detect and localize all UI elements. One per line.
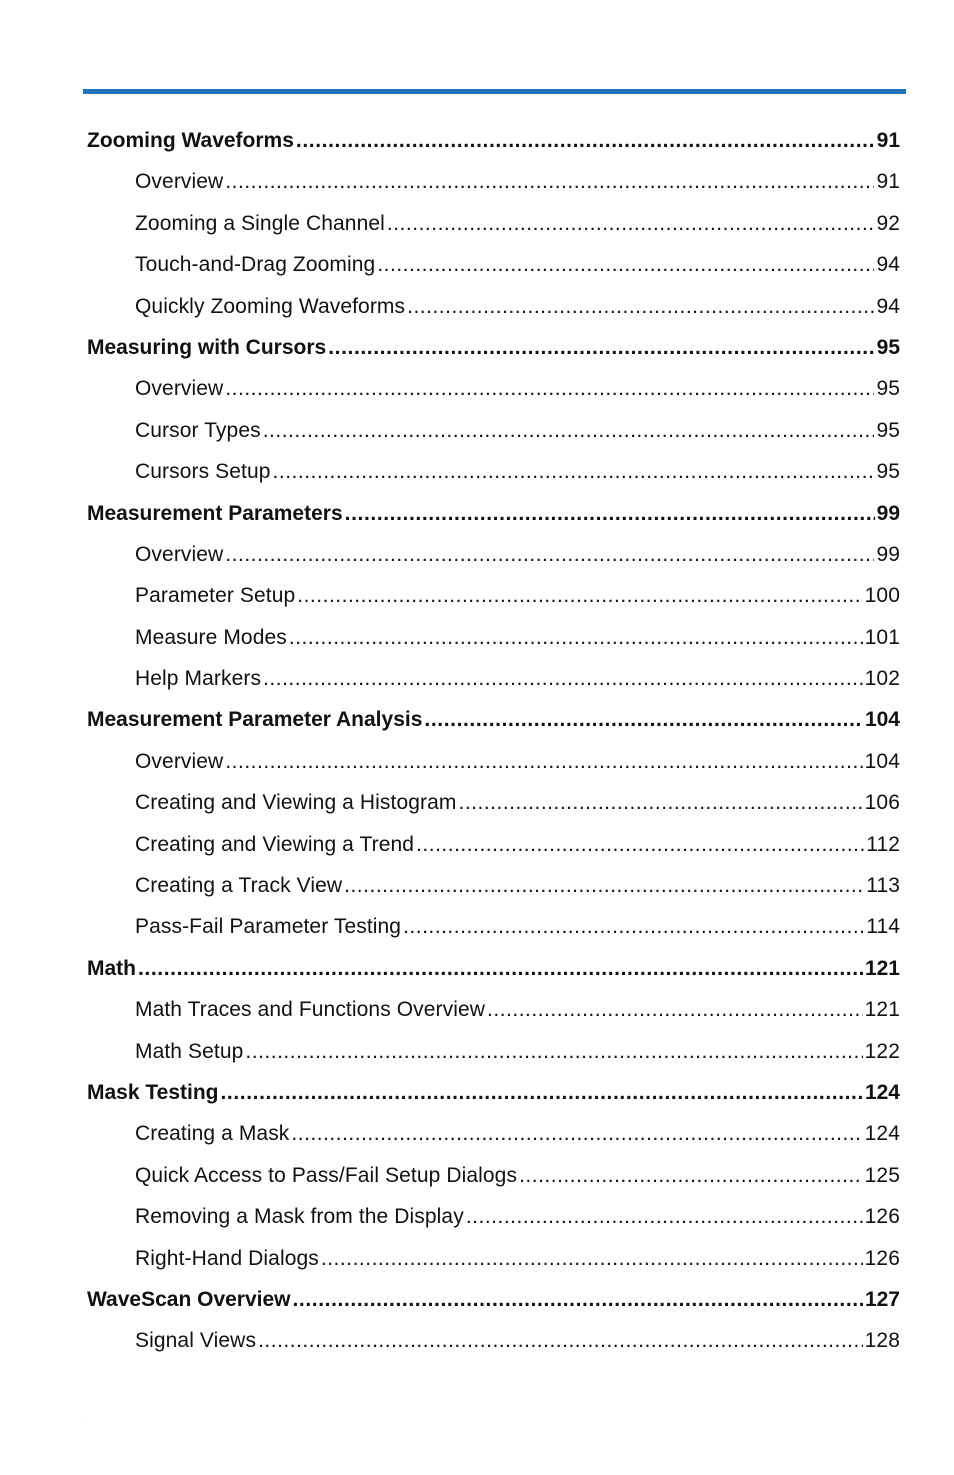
dot-leader (487, 989, 863, 1030)
toc-subsection-entry[interactable] (87, 865, 900, 906)
dot-leader (296, 120, 875, 161)
toc-entry-title: Overview (135, 542, 224, 566)
toc-entry-page-number: 91 (876, 170, 900, 194)
toc-entry-title: Quick Access to Pass/Fail Setup Dialogs (135, 1163, 518, 1187)
toc-entry-title: Zooming a Single Channel (135, 211, 385, 235)
toc-subsection-entry[interactable] (87, 1113, 900, 1154)
toc-entry-page-number: 101 (864, 625, 900, 649)
toc-entry-title: Removing a Mask from the Display (135, 1205, 464, 1229)
toc-entry-title: Cursors Setup (135, 460, 271, 484)
toc-section-entry[interactable] (87, 948, 900, 989)
toc-subsection-entry[interactable] (87, 906, 900, 947)
toc-entry-page-number: 124 (864, 1122, 900, 1146)
toc-entry-title: WaveScan Overview (87, 1287, 291, 1311)
toc-subsection-entry[interactable] (87, 244, 900, 285)
dot-leader (263, 410, 875, 451)
toc-section-entry[interactable] (87, 493, 900, 534)
toc-entry-title: Cursor Types (135, 418, 261, 442)
toc-subsection-entry[interactable] (87, 1238, 900, 1279)
dot-leader (403, 906, 864, 947)
dot-leader (407, 286, 874, 327)
toc-entry-page-number: 112 (866, 832, 900, 856)
toc-entry-page-number: 126 (864, 1246, 900, 1270)
toc-section-entry[interactable] (87, 699, 900, 740)
dot-leader (225, 534, 874, 575)
dot-leader (293, 1279, 863, 1320)
toc-subsection-entry[interactable] (87, 451, 900, 492)
toc-section-entry[interactable] (87, 1279, 900, 1320)
toc-entry-page-number: 106 (864, 791, 900, 815)
toc-subsection-entry[interactable] (87, 658, 900, 699)
toc-entry-page-number: 92 (876, 211, 900, 235)
toc-entry-title: Math Traces and Functions Overview (135, 998, 486, 1022)
toc-subsection-entry[interactable] (87, 782, 900, 823)
toc-entry-title: Help Markers (135, 667, 262, 691)
toc-entry-title: Overview (135, 170, 224, 194)
toc-entry-title: Touch-and-Drag Zooming (135, 253, 376, 277)
toc-entry-page-number: 114 (866, 915, 900, 939)
toc-section-entry[interactable] (87, 120, 900, 161)
dot-leader (328, 327, 874, 368)
toc-section-entry[interactable] (87, 327, 900, 368)
toc-entry-page-number: 121 (864, 998, 900, 1022)
toc-entry-title: Measurement Parameter Analysis (87, 708, 423, 732)
dot-leader (138, 948, 863, 989)
toc-entry-title: Creating a Track View (135, 874, 343, 898)
toc-entry-page-number: 122 (864, 1039, 900, 1063)
toc-entry-page-number: 95 (876, 418, 900, 442)
toc-entry-page-number: 94 (876, 294, 900, 318)
toc-subsection-entry[interactable] (87, 617, 900, 658)
toc-entry-title: Pass-Fail Parameter Testing (135, 915, 402, 939)
toc-subsection-entry[interactable] (87, 161, 900, 202)
toc-entry-title: Mask Testing (87, 1080, 219, 1104)
footer-mark: . (86, 1418, 88, 1424)
dot-leader (297, 575, 862, 616)
dot-leader (519, 1155, 863, 1196)
toc-entry-title: Measuring with Cursors (87, 335, 327, 359)
dot-leader (424, 699, 863, 740)
toc-entry-title: Creating a Mask (135, 1122, 290, 1146)
toc-subsection-entry[interactable] (87, 368, 900, 409)
toc-subsection-entry[interactable] (87, 286, 900, 327)
toc-entry-page-number: 124 (864, 1080, 900, 1104)
toc-entry-page-number: 99 (876, 542, 900, 566)
toc-entry-page-number: 91 (876, 129, 900, 152)
toc-entry-title: Creating and Viewing a Trend (135, 832, 415, 856)
toc-entry-title: Measure Modes (135, 625, 287, 649)
dot-leader (466, 1196, 863, 1237)
dot-leader (225, 161, 874, 202)
dot-leader (345, 493, 875, 534)
toc-entry-page-number: 126 (864, 1205, 900, 1229)
toc-entry-title: Quickly Zooming Waveforms (135, 294, 406, 318)
toc-subsection-entry[interactable] (87, 203, 900, 244)
toc-entry-page-number: 95 (876, 377, 900, 401)
toc-entry-page-number: 94 (876, 253, 900, 277)
toc-entry-page-number: 95 (876, 460, 900, 484)
toc-subsection-entry[interactable] (87, 989, 900, 1030)
toc-entry-title: Overview (135, 749, 224, 773)
dot-leader (289, 617, 863, 658)
toc-entry-title: Creating and Viewing a Histogram (135, 791, 457, 815)
toc-entry-page-number: 125 (864, 1163, 900, 1187)
toc-subsection-entry[interactable] (87, 1196, 900, 1237)
toc-entry-page-number: 121 (864, 956, 900, 980)
toc-subsection-entry[interactable] (87, 1155, 900, 1196)
dot-leader (321, 1238, 863, 1279)
dot-leader (416, 824, 864, 865)
dot-leader (458, 782, 862, 823)
toc-entry-page-number: 99 (876, 501, 900, 525)
toc-subsection-entry[interactable] (87, 575, 900, 616)
toc-entry-page-number: 128 (864, 1329, 900, 1353)
dot-leader (263, 658, 863, 699)
toc-entry-page-number: 104 (864, 708, 900, 732)
toc-entry-title: Overview (135, 377, 224, 401)
dot-leader (344, 865, 864, 906)
toc-section-entry[interactable] (87, 1072, 900, 1113)
toc-entry-page-number: 100 (864, 584, 900, 608)
dot-leader (245, 1031, 862, 1072)
toc-subsection-entry[interactable] (87, 741, 900, 782)
toc-entry-title: Right-Hand Dialogs (135, 1246, 319, 1270)
dot-leader (273, 451, 875, 492)
toc-entry-title: Zooming Waveforms (87, 129, 294, 152)
toc-entry-page-number: 127 (864, 1287, 900, 1311)
toc-entry-title: Parameter Setup (135, 584, 296, 608)
dot-leader (377, 244, 874, 285)
toc-subsection-entry[interactable] (87, 534, 900, 575)
toc-subsection-entry[interactable] (87, 1320, 900, 1361)
toc-entry-title: Signal Views (135, 1329, 257, 1353)
dot-leader (387, 203, 875, 244)
dot-leader (258, 1320, 863, 1361)
toc-entry-title: Math (87, 956, 136, 980)
dot-leader (225, 368, 874, 409)
toc-subsection-entry[interactable] (87, 1031, 900, 1072)
toc-entry-page-number: 102 (864, 667, 900, 691)
toc-entry-page-number: 95 (876, 335, 900, 359)
toc-subsection-entry[interactable] (87, 410, 900, 451)
table-of-contents (87, 120, 900, 1362)
toc-subsection-entry[interactable] (87, 824, 900, 865)
dot-leader (220, 1072, 862, 1113)
header-rule (83, 89, 906, 94)
toc-entry-page-number: 104 (864, 749, 900, 773)
toc-entry-page-number: 113 (866, 874, 900, 898)
toc-entry-title: Math Setup (135, 1039, 244, 1063)
dot-leader (291, 1113, 862, 1154)
dot-leader (225, 741, 862, 782)
toc-entry-title: Measurement Parameters (87, 501, 343, 525)
